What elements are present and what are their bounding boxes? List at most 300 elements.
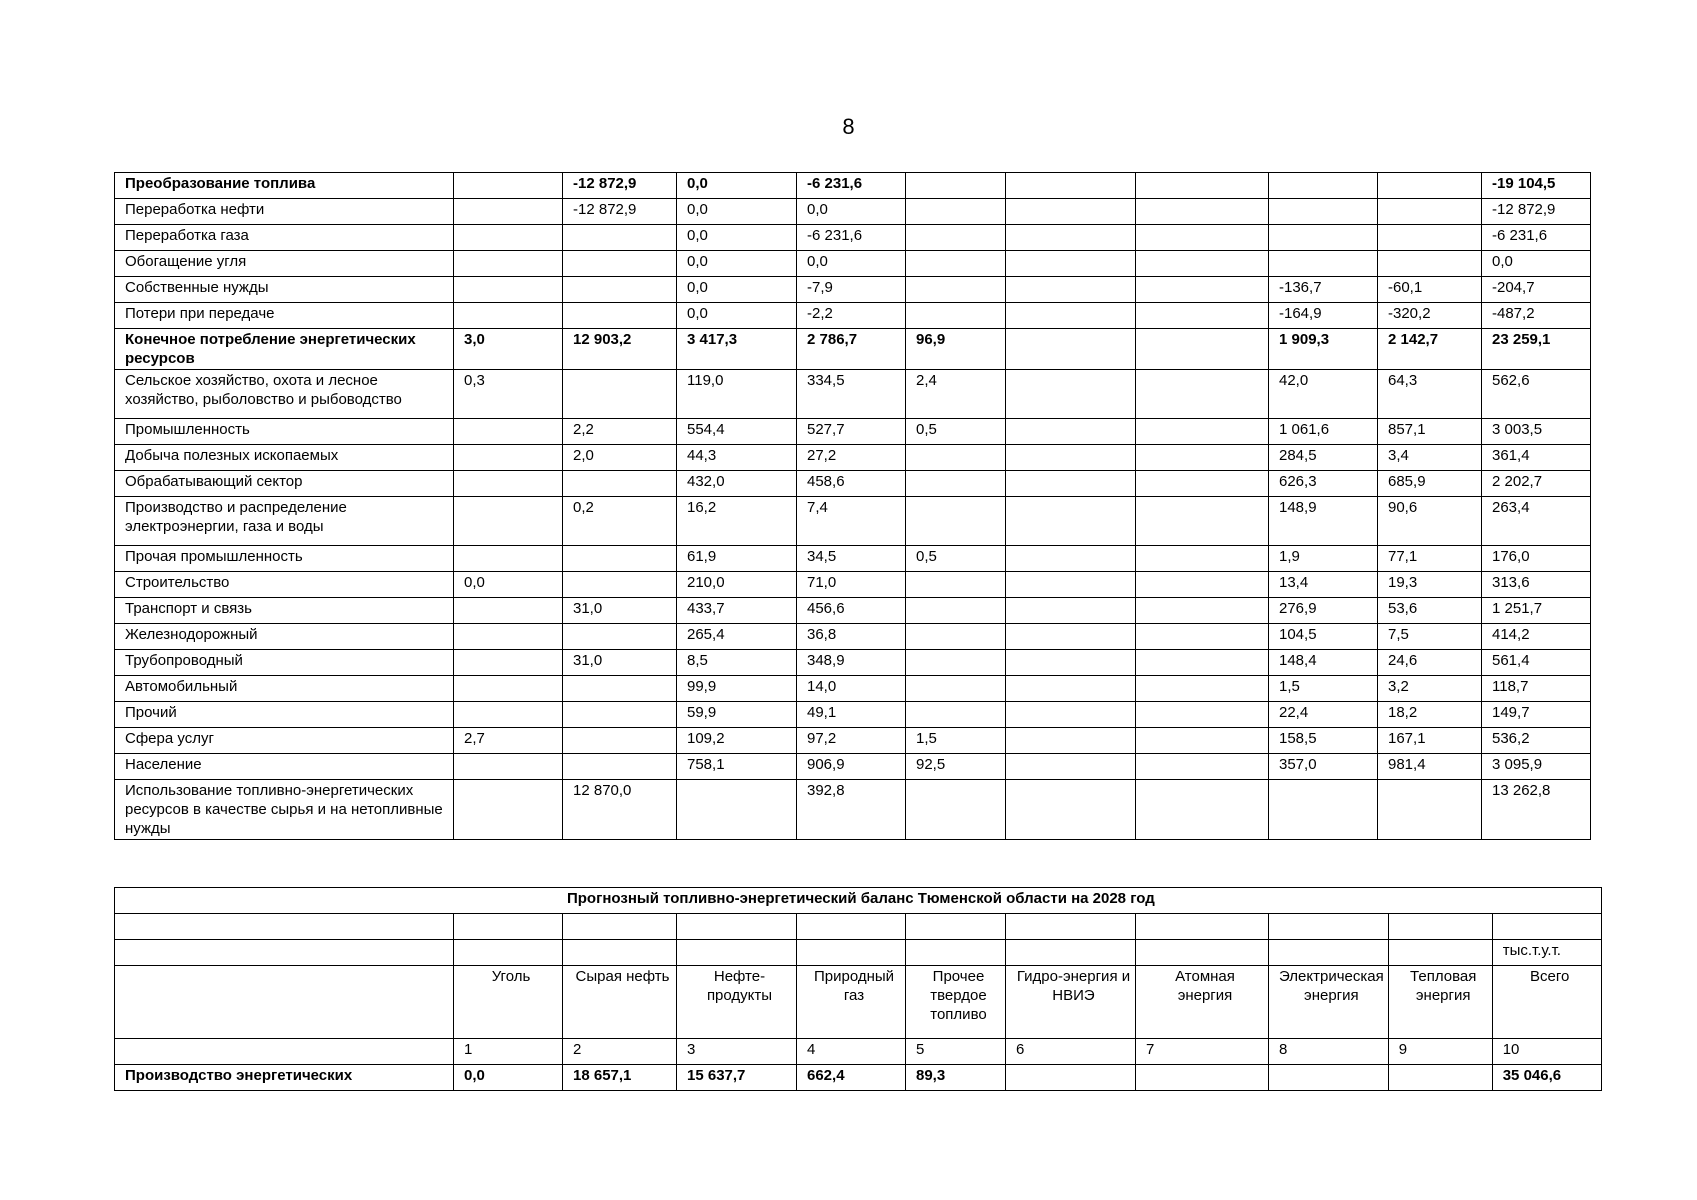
table-cell: 97,2: [797, 728, 906, 754]
table-row: [115, 624, 1591, 650]
table-cell: 284,5: [1269, 445, 1378, 471]
table-cell: [563, 914, 677, 940]
table-cell: [1492, 914, 1601, 940]
table-cell: [906, 471, 1006, 497]
column-header: Уголь: [454, 966, 563, 1039]
table-cell: 0,2: [563, 497, 677, 546]
table-row: [115, 445, 1591, 471]
table-cell: -6 231,6: [797, 173, 906, 199]
column-header: Всего: [1492, 966, 1601, 1039]
table-cell: [1269, 940, 1389, 966]
table-cell: [906, 572, 1006, 598]
table-cell: [454, 419, 563, 445]
row-label: Трубопроводный: [115, 650, 454, 676]
table-cell: [1136, 251, 1269, 277]
table-cell: 0,0: [797, 251, 906, 277]
table-cell: [1006, 173, 1136, 199]
table-cell: [677, 780, 797, 840]
table-cell: 0,0: [677, 303, 797, 329]
table-row: [115, 650, 1591, 676]
table-cell: [1136, 650, 1269, 676]
table-cell: 99,9: [677, 676, 797, 702]
table-cell: 31,0: [563, 598, 677, 624]
column-number-row: [115, 1039, 1602, 1065]
column-number: 6: [1006, 1039, 1136, 1065]
table-cell: 71,0: [797, 572, 906, 598]
row-label: Переработка нефти: [115, 199, 454, 225]
table-cell: [1006, 1065, 1136, 1091]
table-cell: 3,4: [1378, 445, 1482, 471]
table-cell: [1006, 251, 1136, 277]
table-cell: 24,6: [1378, 650, 1482, 676]
table-cell: [1378, 251, 1482, 277]
table-cell: 0,0: [677, 199, 797, 225]
table-row: [115, 497, 1591, 546]
table-cell: [906, 497, 1006, 546]
table-cell: 18,2: [1378, 702, 1482, 728]
table-cell: 527,7: [797, 419, 906, 445]
table-cell: [1006, 702, 1136, 728]
table-cell: -164,9: [1269, 303, 1378, 329]
table-cell: 0,0: [797, 199, 906, 225]
table-cell: [1136, 572, 1269, 598]
table-cell: -7,9: [797, 277, 906, 303]
table-cell: [1136, 173, 1269, 199]
column-header: Нефте-продукты: [677, 966, 797, 1039]
table-cell: 7,5: [1378, 624, 1482, 650]
table-row: [115, 546, 1591, 572]
page-number: 8: [842, 114, 855, 139]
table-cell: [1006, 728, 1136, 754]
table-cell: [1269, 251, 1378, 277]
table-cell: [454, 497, 563, 546]
table-cell: 13,4: [1269, 572, 1378, 598]
table-cell: 0,0: [454, 572, 563, 598]
table-cell: 1 061,6: [1269, 419, 1378, 445]
table-cell: [1136, 728, 1269, 754]
table-cell: 8,5: [677, 650, 797, 676]
column-number: [115, 1039, 454, 1065]
table-cell: 3,2: [1378, 676, 1482, 702]
column-number: 5: [906, 1039, 1006, 1065]
table-row: [115, 728, 1591, 754]
table-cell: 433,7: [677, 598, 797, 624]
table-cell: [677, 914, 797, 940]
table-cell: [563, 728, 677, 754]
table-cell: [1136, 546, 1269, 572]
table-row: [115, 370, 1591, 419]
table-cell: [1006, 277, 1136, 303]
table-cell: 49,1: [797, 702, 906, 728]
table-cell: [1006, 419, 1136, 445]
table-cell: 313,6: [1482, 572, 1591, 598]
table-cell: [1136, 780, 1269, 840]
table-cell: [1006, 329, 1136, 370]
table-cell: 3 417,3: [677, 329, 797, 370]
table-cell: 2,4: [906, 370, 1006, 419]
table-cell: [1136, 329, 1269, 370]
table-cell: 3,0: [454, 329, 563, 370]
table-cell: 104,5: [1269, 624, 1378, 650]
table-cell: 19,3: [1378, 572, 1482, 598]
table-cell: 92,5: [906, 754, 1006, 780]
table-cell: -12 872,9: [563, 199, 677, 225]
table-cell: 167,1: [1378, 728, 1482, 754]
table-cell: [454, 303, 563, 329]
table-cell: 36,8: [797, 624, 906, 650]
table-cell: [906, 676, 1006, 702]
table-cell: [1378, 780, 1482, 840]
table-cell: 0,3: [454, 370, 563, 419]
table-cell: [1006, 370, 1136, 419]
row-label: Собственные нужды: [115, 277, 454, 303]
table-cell: [906, 624, 1006, 650]
table-cell: -19 104,5: [1482, 173, 1591, 199]
table-cell: 456,6: [797, 598, 906, 624]
table-cell: [563, 303, 677, 329]
table-cell: [1006, 780, 1136, 840]
row-label: Сельское хозяйство, охота и лесное хозяйство, рыболовство и рыбоводство: [115, 370, 454, 419]
table-cell: 1,5: [906, 728, 1006, 754]
table-cell: -320,2: [1378, 303, 1482, 329]
table-cell: 31,0: [563, 650, 677, 676]
table-row: [115, 572, 1591, 598]
table-cell: [454, 546, 563, 572]
column-header: Прочее твердое топливо: [906, 966, 1006, 1039]
table-cell: -6 231,6: [797, 225, 906, 251]
row-label: Железнодорожный: [115, 624, 454, 650]
table-cell: 2 786,7: [797, 329, 906, 370]
table-cell: [1006, 497, 1136, 546]
table-cell: 64,3: [1378, 370, 1482, 419]
table-cell: [454, 445, 563, 471]
table-cell: [1006, 754, 1136, 780]
table-cell: [1136, 471, 1269, 497]
column-header: Электрическая энергия: [1269, 966, 1389, 1039]
table-cell: 27,2: [797, 445, 906, 471]
table-cell: 96,9: [906, 329, 1006, 370]
row-label: Обрабатывающий сектор: [115, 471, 454, 497]
table-cell: [563, 370, 677, 419]
table-cell: -60,1: [1378, 277, 1482, 303]
table-cell: -2,2: [797, 303, 906, 329]
table-cell: 981,4: [1378, 754, 1482, 780]
table-cell: [906, 780, 1006, 840]
row-label: Использование топливно-энергетических ресурсов в качестве сырья и на нетопливные нужды: [115, 780, 454, 840]
table-cell: 392,8: [797, 780, 906, 840]
column-number: 1: [454, 1039, 563, 1065]
table-cell: 554,4: [677, 419, 797, 445]
table-cell: [454, 624, 563, 650]
row-label: Потери при передаче: [115, 303, 454, 329]
table-cell: 758,1: [677, 754, 797, 780]
table-row: [115, 702, 1591, 728]
table-cell: 7,4: [797, 497, 906, 546]
table-cell: 0,0: [677, 173, 797, 199]
table-row: [115, 780, 1591, 840]
table-cell: 0,0: [677, 225, 797, 251]
table-cell: 2,2: [563, 419, 677, 445]
table-cell: [1136, 277, 1269, 303]
table-cell: [454, 199, 563, 225]
table-cell: [906, 199, 1006, 225]
table-cell: 109,2: [677, 728, 797, 754]
table-cell: 22,4: [1269, 702, 1378, 728]
table-cell: [906, 914, 1006, 940]
table-cell: 263,4: [1482, 497, 1591, 546]
unit-label: тыс.т.у.т.: [1492, 940, 1601, 966]
table-cell: [906, 940, 1006, 966]
table-cell: 15 637,7: [677, 1065, 797, 1091]
table-cell: 0,0: [677, 277, 797, 303]
table-cell: [1136, 676, 1269, 702]
table-cell: 12 903,2: [563, 329, 677, 370]
table-cell: 276,9: [1269, 598, 1378, 624]
table-cell: 148,4: [1269, 650, 1378, 676]
table-cell: [1006, 624, 1136, 650]
table-row: [115, 419, 1591, 445]
table-cell: [115, 914, 454, 940]
table-cell: 536,2: [1482, 728, 1591, 754]
table-row: [115, 598, 1591, 624]
table-cell: 1,5: [1269, 676, 1378, 702]
table-cell: 414,2: [1482, 624, 1591, 650]
table-cell: 59,9: [677, 702, 797, 728]
table-cell: [1006, 914, 1136, 940]
table-cell: [563, 471, 677, 497]
table-cell: [1388, 1065, 1492, 1091]
table-cell: [454, 780, 563, 840]
table-cell: 16,2: [677, 497, 797, 546]
table-cell: [1136, 754, 1269, 780]
table-cell: 0,0: [677, 251, 797, 277]
row-label: Конечное потребление энергетических ресурсов: [115, 329, 454, 370]
table-cell: [797, 914, 906, 940]
table-cell: [906, 173, 1006, 199]
blank-row: [115, 914, 1602, 940]
table-cell: [1378, 173, 1482, 199]
table-cell: [1136, 225, 1269, 251]
table-cell: [1006, 445, 1136, 471]
column-number: 10: [1492, 1039, 1601, 1065]
table-cell: [1136, 598, 1269, 624]
column-number: 3: [677, 1039, 797, 1065]
table-cell: 14,0: [797, 676, 906, 702]
table-row: [115, 1065, 1602, 1091]
table-cell: [563, 702, 677, 728]
unit-row: [115, 940, 1602, 966]
table-cell: 361,4: [1482, 445, 1591, 471]
table-cell: [1006, 546, 1136, 572]
table-cell: [1136, 370, 1269, 419]
table-title: Прогнозный топливно-энергетический баланс Тюменской области на 2028 год: [115, 888, 1602, 914]
table-cell: [1136, 702, 1269, 728]
table-cell: 2,7: [454, 728, 563, 754]
table-cell: 18 657,1: [563, 1065, 677, 1091]
table-cell: [1378, 199, 1482, 225]
row-label: Сфера услуг: [115, 728, 454, 754]
table-row: [115, 277, 1591, 303]
table-cell: 119,0: [677, 370, 797, 419]
table-cell: 0,5: [906, 546, 1006, 572]
table-cell: 0,5: [906, 419, 1006, 445]
table-cell: 857,1: [1378, 419, 1482, 445]
table-cell: [906, 598, 1006, 624]
table-cell: 3 003,5: [1482, 419, 1591, 445]
table-cell: 12 870,0: [563, 780, 677, 840]
table-cell: 158,5: [1269, 728, 1378, 754]
table-cell: 148,9: [1269, 497, 1378, 546]
table-row: [115, 225, 1591, 251]
table-cell: [454, 650, 563, 676]
table-cell: [1136, 497, 1269, 546]
table-row: [115, 251, 1591, 277]
table-cell: 118,7: [1482, 676, 1591, 702]
table-cell: [563, 251, 677, 277]
table-cell: [1269, 173, 1378, 199]
table-cell: 42,0: [1269, 370, 1378, 419]
column-number: 2: [563, 1039, 677, 1065]
table-cell: [563, 572, 677, 598]
forecast-balance-2028-table: [114, 887, 1602, 1091]
table-cell: 149,7: [1482, 702, 1591, 728]
table-cell: [563, 676, 677, 702]
row-label: Промышленность: [115, 419, 454, 445]
table-cell: -6 231,6: [1482, 225, 1591, 251]
table-cell: 35 046,6: [1492, 1065, 1601, 1091]
table-cell: [1136, 940, 1269, 966]
table-cell: [1136, 199, 1269, 225]
column-number: 4: [797, 1039, 906, 1065]
table-cell: [454, 598, 563, 624]
table-cell: 23 259,1: [1482, 329, 1591, 370]
table-cell: [1006, 303, 1136, 329]
table-cell: 1 251,7: [1482, 598, 1591, 624]
table-cell: [906, 303, 1006, 329]
table-cell: [454, 940, 563, 966]
table-cell: [454, 471, 563, 497]
table-cell: [1136, 303, 1269, 329]
table-cell: 2 202,7: [1482, 471, 1591, 497]
row-label: Строительство: [115, 572, 454, 598]
header-row: [115, 966, 1602, 1039]
table-cell: [1136, 624, 1269, 650]
column-number: 8: [1269, 1039, 1389, 1065]
table-cell: [563, 940, 677, 966]
table-cell: 458,6: [797, 471, 906, 497]
table-cell: [454, 702, 563, 728]
table-cell: [454, 225, 563, 251]
column-header: Тепловая энергия: [1388, 966, 1492, 1039]
table-cell: [115, 940, 454, 966]
table-cell: 53,6: [1378, 598, 1482, 624]
energy-balance-table-continued: [114, 172, 1591, 840]
table-cell: [797, 940, 906, 966]
table-cell: [1269, 199, 1378, 225]
table-cell: 77,1: [1378, 546, 1482, 572]
table-cell: 1,9: [1269, 546, 1378, 572]
table-cell: -12 872,9: [563, 173, 677, 199]
table-row: [115, 754, 1591, 780]
table-cell: [1006, 572, 1136, 598]
table-cell: -12 872,9: [1482, 199, 1591, 225]
table-cell: 561,4: [1482, 650, 1591, 676]
table-cell: [1136, 1065, 1269, 1091]
table-title-row: [115, 888, 1602, 914]
table-cell: -487,2: [1482, 303, 1591, 329]
table-cell: [1388, 914, 1492, 940]
row-label: Преобразование топлива: [115, 173, 454, 199]
table-cell: [1006, 199, 1136, 225]
column-header: Гидро-энергия и НВИЭ: [1006, 966, 1136, 1039]
table-cell: 432,0: [677, 471, 797, 497]
table-cell: [906, 251, 1006, 277]
table-cell: 265,4: [677, 624, 797, 650]
table-cell: [906, 650, 1006, 676]
table-cell: 626,3: [1269, 471, 1378, 497]
table-cell: [677, 940, 797, 966]
row-label: Прочий: [115, 702, 454, 728]
table-cell: [1269, 780, 1378, 840]
table-cell: 685,9: [1378, 471, 1482, 497]
table-cell: -204,7: [1482, 277, 1591, 303]
header-cell-empty: [115, 966, 454, 1039]
table-row: [115, 173, 1591, 199]
table-cell: [1136, 419, 1269, 445]
table-cell: [906, 277, 1006, 303]
table-cell: 906,9: [797, 754, 906, 780]
table-cell: 2 142,7: [1378, 329, 1482, 370]
table-cell: [1269, 914, 1389, 940]
table-cell: [1006, 471, 1136, 497]
column-number: 9: [1388, 1039, 1492, 1065]
table-cell: [563, 546, 677, 572]
table-cell: 348,9: [797, 650, 906, 676]
table-cell: [1006, 650, 1136, 676]
table-cell: 0,0: [1482, 251, 1591, 277]
table-cell: 90,6: [1378, 497, 1482, 546]
table-cell: [454, 173, 563, 199]
table-cell: 13 262,8: [1482, 780, 1591, 840]
column-header: Сырая нефть: [563, 966, 677, 1039]
table-cell: [454, 914, 563, 940]
row-label: Прочая промышленность: [115, 546, 454, 572]
table-row: [115, 303, 1591, 329]
table-cell: [1136, 914, 1269, 940]
table-cell: [563, 624, 677, 650]
row-label: Производство энергетических: [115, 1065, 454, 1091]
row-label: Транспорт и связь: [115, 598, 454, 624]
table-cell: [454, 676, 563, 702]
row-label: Обогащение угля: [115, 251, 454, 277]
row-label: Добыча полезных ископаемых: [115, 445, 454, 471]
column-header: Атомная энергия: [1136, 966, 1269, 1039]
table-cell: [454, 754, 563, 780]
table-cell: [563, 277, 677, 303]
table-row: [115, 329, 1591, 370]
column-number: 7: [1136, 1039, 1269, 1065]
table-cell: 334,5: [797, 370, 906, 419]
table-cell: [1388, 940, 1492, 966]
table-cell: 210,0: [677, 572, 797, 598]
table-cell: 89,3: [906, 1065, 1006, 1091]
table-cell: 61,9: [677, 546, 797, 572]
column-header: Природный газ: [797, 966, 906, 1039]
table-cell: 0,0: [454, 1065, 563, 1091]
table-cell: [1006, 598, 1136, 624]
table-cell: 3 095,9: [1482, 754, 1591, 780]
table-cell: [454, 251, 563, 277]
